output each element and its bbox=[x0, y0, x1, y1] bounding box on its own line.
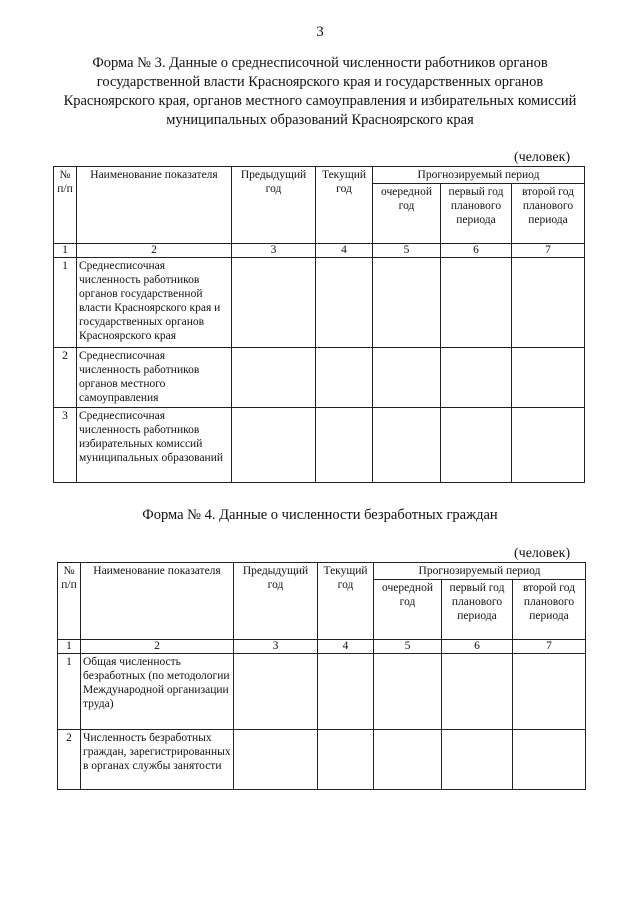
value-cell bbox=[316, 348, 373, 408]
header-first-plan-year: первый год планового периода bbox=[441, 184, 512, 244]
value-cell bbox=[318, 654, 374, 730]
header-name: Наименование показателя bbox=[77, 167, 232, 244]
header-second-plan-year: второй год планового периода bbox=[512, 184, 585, 244]
header-num: № п/п bbox=[54, 167, 77, 244]
index-cell: 2 bbox=[77, 244, 232, 258]
index-cell: 7 bbox=[513, 640, 586, 654]
header-forecast: Прогнозируемый период bbox=[374, 563, 586, 580]
value-cell bbox=[316, 258, 373, 348]
index-cell: 5 bbox=[374, 640, 442, 654]
row-number: 2 bbox=[54, 348, 77, 408]
row-indicator-name: Среднесписочная численность работников органов государственной власти Красноярского края и государственных органов Красноярского края bbox=[77, 258, 232, 348]
value-cell bbox=[512, 408, 585, 483]
form4-table bbox=[57, 562, 586, 790]
index-cell: 6 bbox=[441, 244, 512, 258]
form3-unit-label: (человек) bbox=[514, 150, 571, 165]
index-cell: 1 bbox=[58, 640, 81, 654]
value-cell bbox=[234, 730, 318, 790]
value-cell bbox=[513, 730, 586, 790]
value-cell bbox=[232, 408, 316, 483]
value-cell bbox=[373, 408, 441, 483]
value-cell bbox=[373, 348, 441, 408]
value-cell bbox=[441, 408, 512, 483]
value-cell bbox=[513, 654, 586, 730]
value-cell bbox=[318, 730, 374, 790]
row-number: 2 bbox=[58, 730, 81, 790]
value-cell bbox=[441, 258, 512, 348]
header-next-year: очередной год bbox=[374, 580, 442, 640]
value-cell bbox=[232, 258, 316, 348]
value-cell bbox=[442, 730, 513, 790]
header-prev-year: Предыдущий год bbox=[232, 167, 316, 244]
header-second-plan-year: второй год планового периода bbox=[513, 580, 586, 640]
header-current-year: Текущий год bbox=[318, 563, 374, 640]
row-indicator-name: Общая численность безработных (по методологии Международной организации труда) bbox=[81, 654, 234, 730]
value-cell bbox=[373, 258, 441, 348]
header-next-year: очередной год bbox=[373, 184, 441, 244]
row-indicator-name: Среднесписочная численность работников избирательных комиссий муниципальных образований bbox=[77, 408, 232, 483]
value-cell bbox=[512, 348, 585, 408]
row-indicator-name: Среднесписочная численность работников органов местного самоуправления bbox=[77, 348, 232, 408]
index-cell: 6 bbox=[442, 640, 513, 654]
header-current-year: Текущий год bbox=[316, 167, 373, 244]
form3-title: Форма № 3. Данные о среднесписочной численности работников органов государственной власти Красноярского края и государственных органов Красноярского края, органов местного самоуправления и избирательных комиссий муниципальных образований Красноярского края bbox=[63, 55, 577, 128]
header-name: Наименование показателя bbox=[81, 563, 234, 640]
table-row bbox=[54, 348, 585, 408]
table-row bbox=[58, 730, 586, 790]
value-cell bbox=[234, 654, 318, 730]
table-row bbox=[54, 258, 585, 348]
form4-unit-label: (человек) bbox=[514, 546, 571, 561]
index-cell: 4 bbox=[316, 244, 373, 258]
header-prev-year: Предыдущий год bbox=[234, 563, 318, 640]
row-indicator-name: Численность безработных граждан, зарегистрированных в органах службы занятости bbox=[81, 730, 234, 790]
table-row bbox=[58, 654, 586, 730]
row-number: 1 bbox=[58, 654, 81, 730]
row-number: 1 bbox=[54, 258, 77, 348]
row-number: 3 bbox=[54, 408, 77, 483]
column-index-row bbox=[58, 640, 586, 654]
form4-title: Форма № 4. Данные о численности безработных граждан bbox=[142, 507, 498, 523]
column-index-row bbox=[54, 244, 585, 258]
value-cell bbox=[374, 654, 442, 730]
table-row bbox=[54, 408, 585, 483]
header-first-plan-year: первый год планового периода bbox=[442, 580, 513, 640]
header-num: № п/п bbox=[58, 563, 81, 640]
index-cell: 3 bbox=[234, 640, 318, 654]
index-cell: 3 bbox=[232, 244, 316, 258]
page-number: 3 bbox=[316, 24, 324, 40]
index-cell: 5 bbox=[373, 244, 441, 258]
value-cell bbox=[441, 348, 512, 408]
value-cell bbox=[442, 654, 513, 730]
index-cell: 1 bbox=[54, 244, 77, 258]
value-cell bbox=[232, 348, 316, 408]
header-forecast: Прогнозируемый период bbox=[373, 167, 585, 184]
value-cell bbox=[512, 258, 585, 348]
form3-table bbox=[53, 166, 585, 483]
index-cell: 7 bbox=[512, 244, 585, 258]
value-cell bbox=[374, 730, 442, 790]
value-cell bbox=[316, 408, 373, 483]
index-cell: 2 bbox=[81, 640, 234, 654]
index-cell: 4 bbox=[318, 640, 374, 654]
